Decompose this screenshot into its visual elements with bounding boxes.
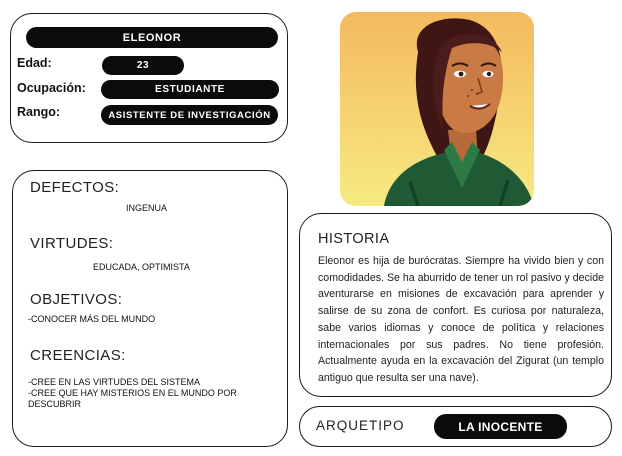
virtues-title: VIRTUDES: [30, 235, 114, 252]
rank-value: ASISTENTE DE INVESTIGACIÓN [101, 105, 278, 125]
rank-label: Rango: [17, 105, 61, 119]
occupation-value: ESTUDIANTE [101, 80, 279, 99]
defects-title: DEFECTOS: [30, 179, 120, 196]
character-portrait [340, 12, 534, 206]
age-value: 23 [102, 56, 184, 75]
virtues-value: EDUCADA, OPTIMISTA [93, 262, 190, 272]
beliefs-line-2: -CREE QUE HAY MISTERIOS EN EL MUNDO POR [28, 388, 237, 398]
occupation-label: Ocupación: [17, 81, 86, 95]
goals-title: OBJETIVOS: [30, 291, 123, 308]
beliefs-title: CREENCIAS: [30, 347, 126, 364]
beliefs-line-3: DESCUBRIR [28, 399, 82, 409]
name-badge: ELEONOR [26, 27, 278, 48]
archetype-value: LA INOCENTE [434, 414, 567, 439]
archetype-label: ARQUETIPO [316, 418, 405, 433]
portrait-illustration [340, 12, 534, 206]
history-title: HISTORIA [318, 231, 390, 247]
age-label: Edad: [17, 56, 52, 70]
goals-value: -CONOCER MÁS DEL MUNDO [28, 314, 156, 324]
history-text: Eleonor es hija de burócratas. Siempre ha vivido bien y con comodidades. Se ha aburrido de tener un rol pasivo y decide aventurarse en misiones de excavación para aprender y salirse de su zona de confort. Es curiosa por naturaleza, sabe varios idiomas y conoce de política y relaciones internacionales por sus padres. No tiene profesión. Actualmente ayuda en la excavación del Zigurat (un templo antiguo que resulta ser una nave). [318, 255, 604, 384]
beliefs-line-1: -CREE EN LAS VIRTUDES DEL SISTEMA [28, 377, 201, 387]
defects-value: INGENUA [126, 203, 168, 213]
